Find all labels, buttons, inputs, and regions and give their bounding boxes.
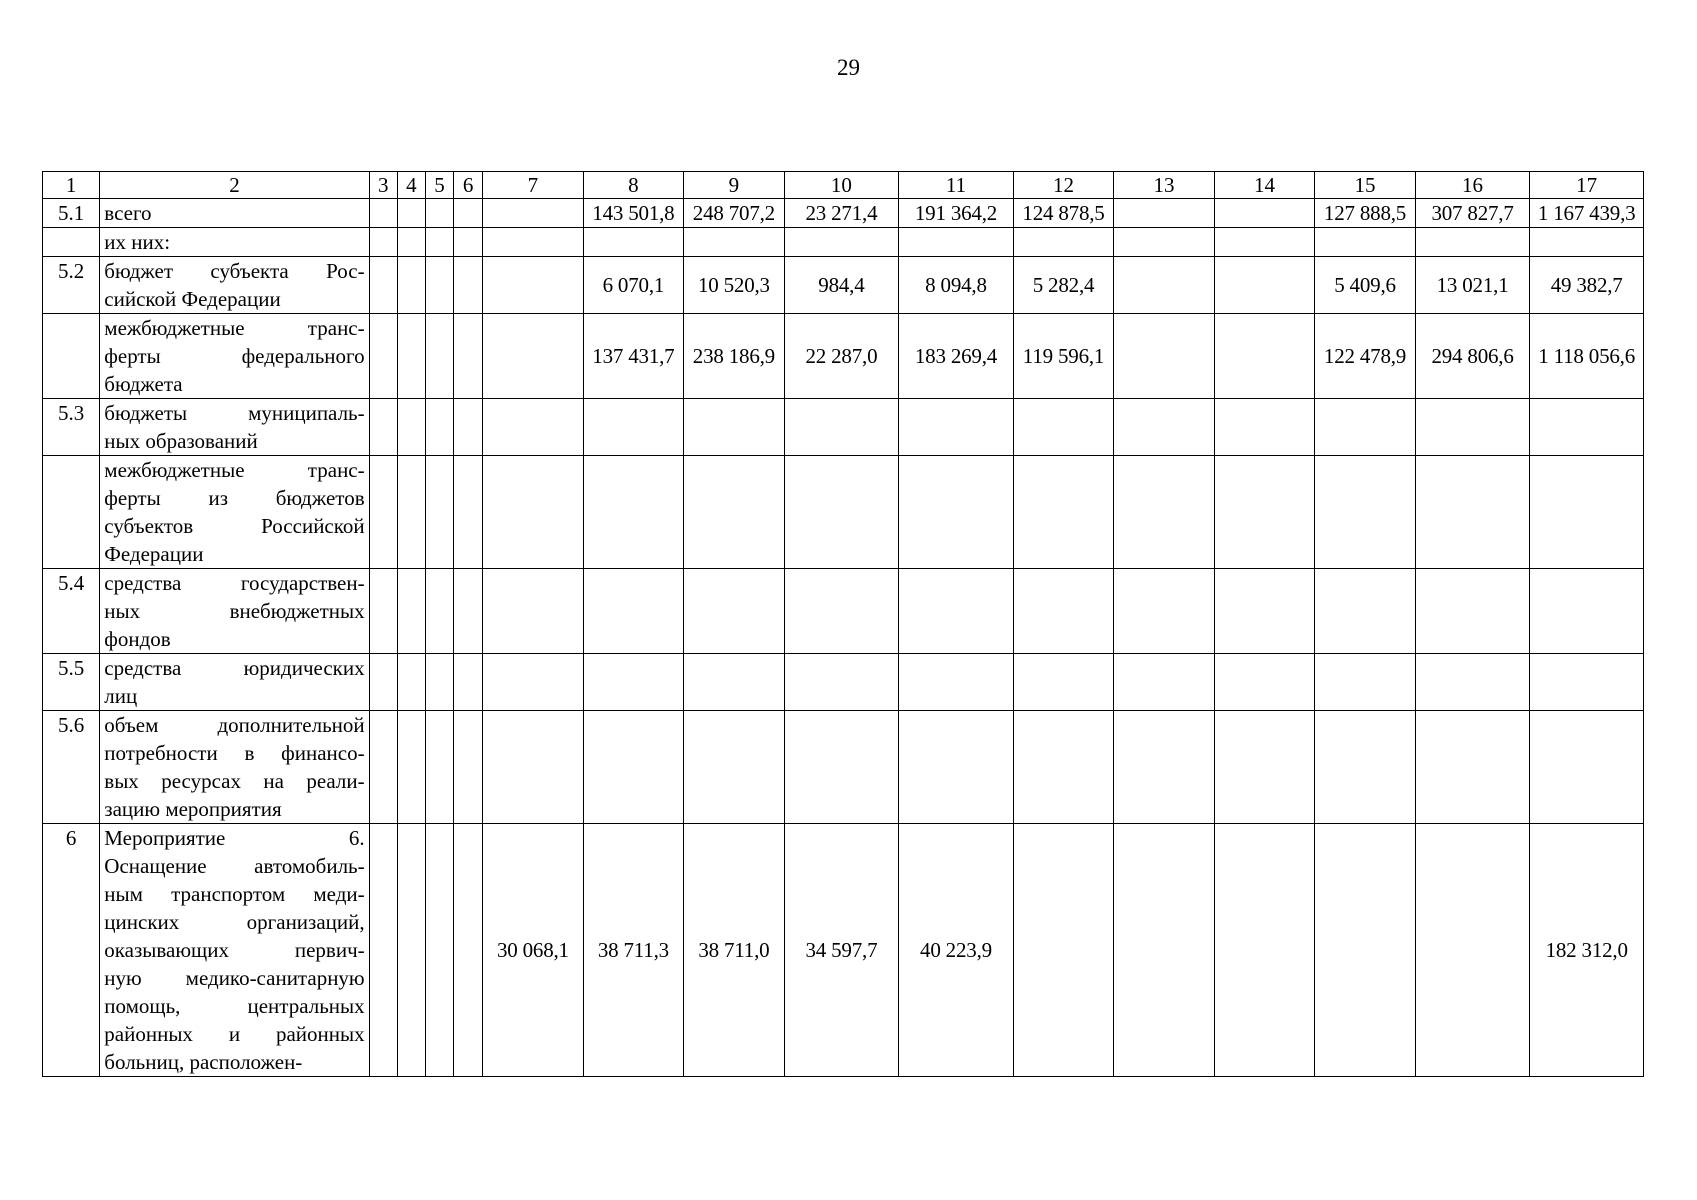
row-number: 5.4 [43,569,100,654]
row-name-line: помощь, центральных [104,994,365,1018]
value-cell-col-16 [1415,569,1530,654]
value-cell-col-11: 40 223,9 [899,824,1014,1077]
value-cell-col-10 [784,654,899,711]
row-name-line: Мероприятие 6. [104,826,365,850]
row-name-line: Оснащение автомобиль- [104,854,365,878]
value-cell-col-7 [483,456,584,569]
row-name-line: районных и районных [104,1022,365,1046]
value-cell-col-6 [454,711,483,824]
value-cell-col-8 [583,456,684,569]
row-name-line: вых ресурсах на реали- [104,769,365,793]
table-row [43,824,1644,1077]
value-cell-col-10 [784,399,899,456]
value-cell-col-14 [1214,711,1315,824]
value-cell-col-8: 38 711,3 [583,824,684,1077]
value-cell-col-6 [454,569,483,654]
value-cell-col-16 [1415,399,1530,456]
row-name-line: их них: [104,230,171,254]
value-cell-col-12 [1013,824,1114,1077]
value-cell-col-5 [425,399,453,456]
value-cell-col-10 [784,711,899,824]
value-cell-col-16 [1415,228,1530,257]
row-name-line: средства юридических [104,656,365,680]
row-name-line: лиц [104,684,138,708]
value-cell-col-7 [483,199,584,228]
row-number: 5.6 [43,711,100,824]
row-name [100,399,369,456]
row-name [100,314,369,399]
value-cell-col-4 [397,228,425,257]
value-cell-col-4 [397,654,425,711]
value-cell-col-4 [397,569,425,654]
value-cell-col-5 [425,569,453,654]
value-cell-col-15: 5 409,6 [1315,257,1416,314]
header-cell: 1 [43,172,100,199]
value-cell-col-17: 182 312,0 [1530,824,1644,1077]
value-cell-col-11: 191 364,2 [899,199,1014,228]
value-cell-col-17: 1 167 439,3 [1530,199,1644,228]
value-cell-col-12: 119 596,1 [1013,314,1114,399]
table-row [43,456,1644,569]
header-cell: 13 [1114,172,1215,199]
value-cell-col-11 [899,654,1014,711]
row-name-line: межбюджетные транс- [104,458,365,482]
value-cell-col-15 [1315,824,1416,1077]
value-cell-col-12 [1013,654,1114,711]
value-cell-col-9: 10 520,3 [684,257,785,314]
row-name-line: межбюджетные транс- [104,316,365,340]
value-cell-col-12 [1013,569,1114,654]
value-cell-col-17 [1530,654,1644,711]
value-cell-col-8: 143 501,8 [583,199,684,228]
row-number: 5.3 [43,399,100,456]
header-cell: 11 [899,172,1014,199]
value-cell-col-9 [684,654,785,711]
value-cell-col-10: 984,4 [784,257,899,314]
row-name-line: сийской Федерации [104,287,281,311]
value-cell-col-3 [369,399,397,456]
value-cell-col-4 [397,257,425,314]
row-number [43,228,100,257]
value-cell-col-14 [1214,257,1315,314]
value-cell-col-3 [369,314,397,399]
row-name-line: ферты федерального [104,344,365,368]
table-row [43,654,1644,711]
value-cell-col-12 [1013,228,1114,257]
value-cell-col-11 [899,228,1014,257]
value-cell-col-16 [1415,654,1530,711]
value-cell-col-14 [1214,228,1315,257]
header-cell: 3 [369,172,397,199]
value-cell-col-10: 22 287,0 [784,314,899,399]
table-row [43,314,1644,399]
budget-table [42,171,1644,1077]
header-cell: 9 [684,172,785,199]
header-cell: 14 [1214,172,1315,199]
value-cell-col-13 [1114,569,1215,654]
value-cell-col-11 [899,711,1014,824]
row-name-line: бюджеты муниципаль- [104,401,365,425]
header-cell: 12 [1013,172,1114,199]
value-cell-col-8 [583,711,684,824]
value-cell-col-9 [684,711,785,824]
value-cell-col-7 [483,711,584,824]
value-cell-col-8 [583,654,684,711]
value-cell-col-13 [1114,314,1215,399]
value-cell-col-4 [397,824,425,1077]
value-cell-col-10 [784,228,899,257]
row-name-line: объем дополнительной [104,713,365,737]
value-cell-col-6 [454,824,483,1077]
header-cell: 2 [100,172,369,199]
value-cell-col-15 [1315,711,1416,824]
value-cell-col-9 [684,399,785,456]
value-cell-col-5 [425,314,453,399]
value-cell-col-6 [454,228,483,257]
header-cell: 17 [1530,172,1644,199]
value-cell-col-5 [425,654,453,711]
value-cell-col-14 [1214,654,1315,711]
value-cell-col-4 [397,199,425,228]
value-cell-col-3 [369,711,397,824]
table-row [43,711,1644,824]
value-cell-col-14 [1214,824,1315,1077]
value-cell-col-16 [1415,456,1530,569]
value-cell-col-3 [369,456,397,569]
value-cell-col-17 [1530,399,1644,456]
value-cell-col-12: 124 878,5 [1013,199,1114,228]
value-cell-col-14 [1214,199,1315,228]
header-cell: 6 [454,172,483,199]
table-row [43,569,1644,654]
value-cell-col-17 [1530,569,1644,654]
value-cell-col-13 [1114,228,1215,257]
value-cell-col-12 [1013,399,1114,456]
value-cell-col-3 [369,257,397,314]
row-name-line: средства государствен- [104,571,365,595]
value-cell-col-10 [784,456,899,569]
value-cell-col-9 [684,569,785,654]
value-cell-col-6 [454,654,483,711]
row-name-line: фондов [104,627,171,651]
value-cell-col-15 [1315,228,1416,257]
header-cell: 16 [1415,172,1530,199]
value-cell-col-11 [899,399,1014,456]
row-number [43,314,100,399]
row-name-line: больниц, расположен- [104,1050,303,1074]
value-cell-col-10: 34 597,7 [784,824,899,1077]
value-cell-col-11 [899,569,1014,654]
row-name [100,257,369,314]
row-name-line: Федерации [104,542,204,566]
value-cell-col-7: 30 068,1 [483,824,584,1077]
header-cell: 8 [583,172,684,199]
value-cell-col-8: 6 070,1 [583,257,684,314]
row-name-line: ферты из бюджетов [104,486,365,510]
value-cell-col-13 [1114,456,1215,569]
value-cell-col-16: 13 021,1 [1415,257,1530,314]
row-name-line: бюджет субъекта Рос- [104,259,365,283]
value-cell-col-4 [397,456,425,569]
row-name [100,569,369,654]
value-cell-col-3 [369,199,397,228]
value-cell-col-14 [1214,569,1315,654]
value-cell-col-11: 8 094,8 [899,257,1014,314]
value-cell-col-7 [483,654,584,711]
value-cell-col-6 [454,257,483,314]
value-cell-col-7 [483,228,584,257]
value-cell-col-14 [1214,456,1315,569]
value-cell-col-16: 307 827,7 [1415,199,1530,228]
row-number: 6 [43,824,100,1077]
value-cell-col-9: 248 707,2 [684,199,785,228]
table-body [43,172,1644,1077]
value-cell-col-6 [454,314,483,399]
header-cell: 10 [784,172,899,199]
value-cell-col-3 [369,228,397,257]
value-cell-col-11 [899,456,1014,569]
value-cell-col-4 [397,314,425,399]
value-cell-col-15: 122 478,9 [1315,314,1416,399]
value-cell-col-5 [425,711,453,824]
header-cell: 5 [425,172,453,199]
value-cell-col-10 [784,569,899,654]
value-cell-col-14 [1214,399,1315,456]
value-cell-col-16 [1415,711,1530,824]
header-cell: 15 [1315,172,1416,199]
row-name [100,199,369,228]
value-cell-col-3 [369,569,397,654]
value-cell-col-12: 5 282,4 [1013,257,1114,314]
value-cell-col-17 [1530,228,1644,257]
value-cell-col-16: 294 806,6 [1415,314,1530,399]
row-number: 5.5 [43,654,100,711]
row-name-line: ным транспортом меди- [104,882,365,906]
value-cell-col-7 [483,569,584,654]
header-cell: 7 [483,172,584,199]
value-cell-col-13 [1114,257,1215,314]
value-cell-col-15 [1315,456,1416,569]
row-name-line: ную медико-санитарную [104,966,365,990]
header-cell: 4 [397,172,425,199]
value-cell-col-11: 183 269,4 [899,314,1014,399]
value-cell-col-13 [1114,199,1215,228]
row-name-line: субъектов Российской [104,514,365,538]
value-cell-col-8: 137 431,7 [583,314,684,399]
value-cell-col-8 [583,399,684,456]
value-cell-col-10: 23 271,4 [784,199,899,228]
value-cell-col-3 [369,824,397,1077]
row-name-line: зацию мероприятия [104,797,282,821]
value-cell-col-8 [583,228,684,257]
value-cell-col-15 [1315,569,1416,654]
row-name-line: ных внебюджетных [104,599,365,623]
row-name-line: ных образований [104,429,258,453]
value-cell-col-4 [397,399,425,456]
row-name-line: всего [104,201,152,225]
row-name [100,456,369,569]
row-name [100,654,369,711]
value-cell-col-6 [454,456,483,569]
value-cell-col-13 [1114,711,1215,824]
value-cell-col-4 [397,711,425,824]
value-cell-col-6 [454,399,483,456]
value-cell-col-15 [1315,399,1416,456]
value-cell-col-5 [425,228,453,257]
value-cell-col-5 [425,257,453,314]
row-name [100,824,369,1077]
value-cell-col-13 [1114,654,1215,711]
row-name-line: оказывающих первич- [104,938,365,962]
value-cell-col-13 [1114,824,1215,1077]
value-cell-col-14 [1214,314,1315,399]
header-row [43,172,1644,199]
table-row [43,199,1644,228]
value-cell-col-8 [583,569,684,654]
table-row [43,399,1644,456]
value-cell-col-17: 49 382,7 [1530,257,1644,314]
value-cell-col-17 [1530,711,1644,824]
value-cell-col-17: 1 118 056,6 [1530,314,1644,399]
value-cell-col-7 [483,314,584,399]
value-cell-col-16 [1415,824,1530,1077]
value-cell-col-15 [1315,654,1416,711]
row-name-line: бюджета [104,372,183,396]
row-name [100,228,369,257]
row-name-line: цинских организаций, [104,910,365,934]
row-name [100,711,369,824]
value-cell-col-5 [425,199,453,228]
value-cell-col-9: 238 186,9 [684,314,785,399]
value-cell-col-9 [684,228,785,257]
value-cell-col-6 [454,199,483,228]
row-name-line: потребности в финансо- [104,741,365,765]
value-cell-col-9: 38 711,0 [684,824,785,1077]
value-cell-col-7 [483,257,584,314]
page-number: 29 [837,55,860,80]
value-cell-col-7 [483,399,584,456]
value-cell-col-9 [684,456,785,569]
value-cell-col-17 [1530,456,1644,569]
table-row [43,228,1644,257]
value-cell-col-13 [1114,399,1215,456]
value-cell-col-12 [1013,711,1114,824]
value-cell-col-5 [425,824,453,1077]
value-cell-col-3 [369,654,397,711]
value-cell-col-15: 127 888,5 [1315,199,1416,228]
table-row [43,257,1644,314]
row-number [43,456,100,569]
value-cell-col-5 [425,456,453,569]
row-number: 5.1 [43,199,100,228]
value-cell-col-12 [1013,456,1114,569]
row-number: 5.2 [43,257,100,314]
